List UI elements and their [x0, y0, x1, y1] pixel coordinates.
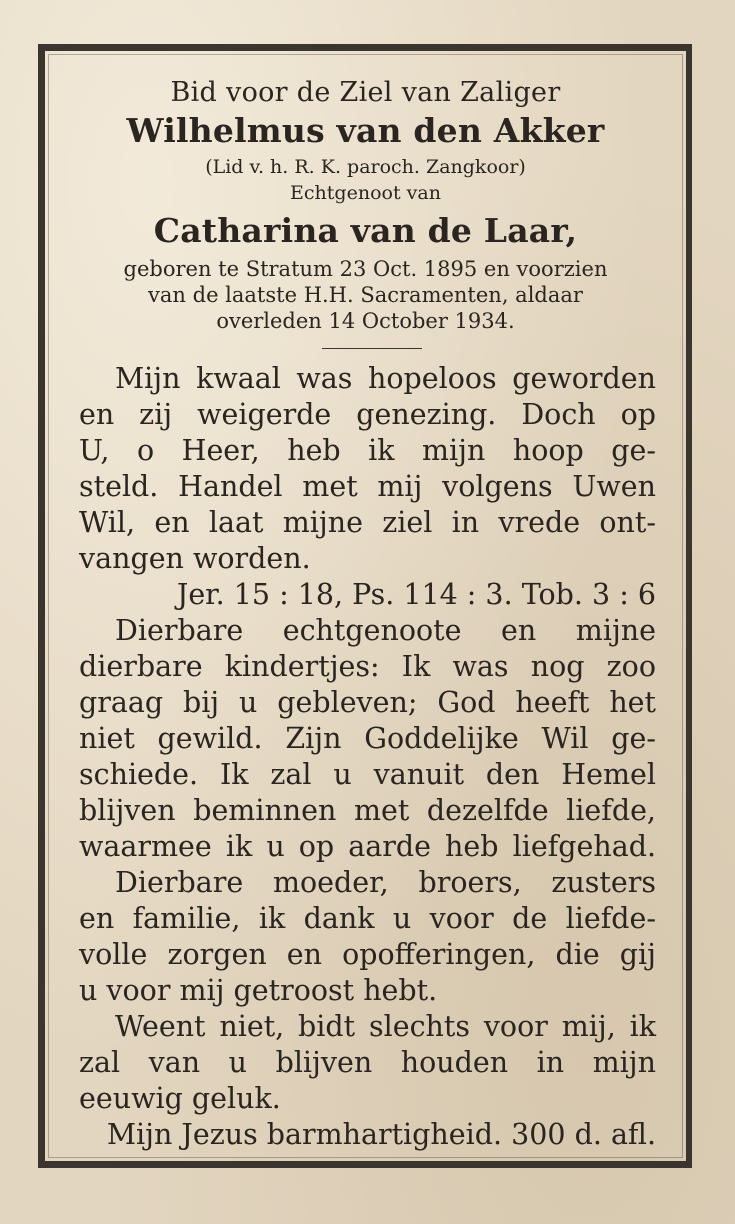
text-line: Wil, en laat mijne ziel in vrede ont-: [79, 506, 656, 539]
text-line: niet gewild. Zijn Goddelijke Wil ge-: [79, 722, 656, 755]
text-line: dierbare kindertjes: Ik was nog zoo: [79, 650, 656, 683]
text-line: Mijn kwaal was hopeloos geworden: [115, 362, 656, 395]
text-line: eeuwig geluk.: [79, 1082, 281, 1115]
text-line: en familie, ik dank u voor de liefde-: [79, 902, 656, 935]
text-line: zal van u blijven houden in mijn: [79, 1046, 656, 1079]
header-divider: [322, 348, 422, 349]
text-line: steld. Handel met mij volgens Uwen: [79, 470, 656, 503]
text-line: U, o Heer, heb ik mijn hoop ge-: [79, 434, 656, 467]
scripture-reference: Jer. 15 : 18, Ps. 114 : 3. Tob. 3 : 6: [176, 578, 656, 611]
prayer-heading: Bid voor de Ziel van Zaliger: [170, 77, 561, 108]
spouse-name: Catharina van de Laar,: [153, 211, 578, 250]
text-line: blijven beminnen met dezelfde liefde,: [79, 794, 656, 827]
spouse-intro: Echtgenoot van: [290, 182, 441, 204]
indulgence-line: Mijn Jezus barmhartigheid. 300 d. afl.: [106, 1118, 656, 1151]
death-date-line: overleden 14 October 1934.: [216, 309, 515, 333]
text-line: Dierbare echtgenoote en mijne: [115, 614, 656, 647]
text-line: waarmee ik u op aarde heb liefgehad.: [79, 830, 656, 863]
text-line: volle zorgen en opofferingen, die gij: [79, 938, 656, 971]
sacraments-line: van de laatste H.H. Sacramenten, aldaar: [148, 283, 583, 307]
text-line: Weent niet, bidt slechts voor mij, ik: [115, 1010, 656, 1043]
memorial-text: [79, 361, 656, 1153]
text-line: vangen worden.: [79, 542, 311, 575]
deceased-name: Wilhelmus van den Akker: [126, 111, 605, 150]
text-line: en zij weigerde genezing. Doch op: [79, 398, 656, 431]
birth-info-line: geboren te Stratum 23 Oct. 1895 en voorzien: [123, 257, 608, 281]
membership-note: (Lid v. h. R. K. paroch. Zangkoor): [205, 156, 526, 178]
memorial-card-border: [38, 44, 692, 1168]
text-line: graag bij u gebleven; God heeft het: [79, 686, 656, 719]
text-line: Dierbare moeder, broers, zusters: [115, 866, 656, 899]
text-line: schiede. Ik zal u vanuit den Hemel: [79, 758, 656, 791]
text-line: u voor mij getroost hebt.: [79, 974, 438, 1007]
